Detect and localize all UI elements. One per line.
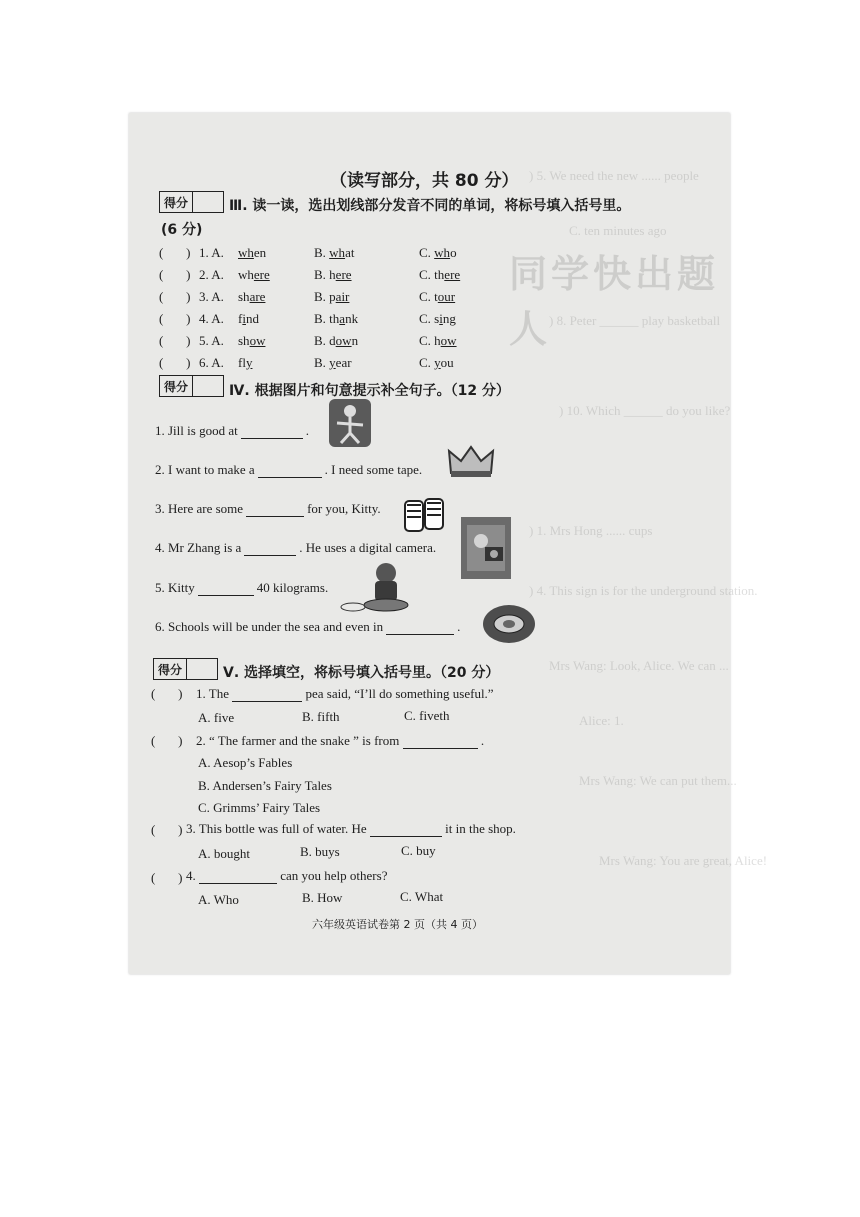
- option-c: C. Grimms’ Fairy Tales: [198, 800, 321, 815]
- question-text: 1. The: [196, 686, 229, 701]
- sentence-text: 1. Jill is good at: [155, 423, 238, 438]
- question-number: 4. A.: [199, 311, 224, 326]
- answer-blank[interactable]: [244, 555, 296, 556]
- answer-blank[interactable]: [241, 438, 303, 439]
- bleed-through-text: ) 1. Mrs Hong ...... cups: [529, 523, 653, 538]
- word-part: f: [238, 311, 243, 326]
- option-c: C. What: [400, 889, 444, 904]
- answer-blank[interactable]: [370, 836, 442, 837]
- word-option: [419, 289, 455, 305]
- option-b: B. buys: [300, 844, 340, 859]
- sentence-6: [155, 619, 460, 635]
- question-text: 4.: [186, 868, 196, 883]
- answer-bracket[interactable]: ( ): [159, 289, 191, 304]
- word-option: [419, 267, 460, 283]
- section-4-heading: Ⅳ. 根据图片和句意提示补全句子。（12 分）: [229, 383, 510, 399]
- gloves-icon: [401, 495, 449, 535]
- answer-bracket[interactable]: ( ): [151, 870, 183, 885]
- crown-icon: [447, 443, 495, 479]
- photographer-icon: [461, 517, 511, 579]
- answer-blank[interactable]: [258, 477, 322, 478]
- option-b: B. Andersen’s Fairy Tales: [198, 778, 332, 793]
- word-option: [419, 355, 454, 371]
- page-title: （读写部分，共 80 分）: [330, 171, 519, 191]
- underlined-part: i: [439, 311, 443, 326]
- answer-bracket[interactable]: ( ): [159, 333, 191, 348]
- underlined-part: ere: [444, 267, 461, 282]
- word-option: [238, 333, 265, 349]
- word-part: wh: [238, 267, 254, 282]
- word-option: [314, 289, 349, 305]
- exam-page: [129, 113, 768, 974]
- word-part: ear: [335, 355, 352, 370]
- underlined-part: ow: [440, 333, 457, 348]
- word-part: sh: [238, 289, 250, 304]
- score-box: [153, 658, 218, 680]
- word-option: [314, 245, 354, 261]
- word-part: B.: [314, 245, 330, 260]
- answer-blank[interactable]: [246, 516, 304, 517]
- underlined-part: are: [249, 289, 266, 304]
- word-part: B.: [314, 355, 330, 370]
- answer-bracket[interactable]: ( ): [159, 245, 191, 260]
- word-option: [419, 245, 457, 261]
- bleed-through-watermark: 同学快出题人: [509, 254, 720, 351]
- bleed-through-text: ) 4. This sign is for the underground station.: [529, 583, 758, 598]
- question-number: 2. A.: [199, 267, 224, 282]
- section-3-heading: Ⅲ. 读一读，选出划线部分发音不同的单词，将标号填入括号里。: [229, 198, 631, 214]
- answer-bracket[interactable]: ( ): [151, 686, 183, 701]
- underlined-part: i: [242, 311, 246, 326]
- answer-bracket[interactable]: ( ): [151, 733, 183, 748]
- underlined-part: y: [434, 355, 441, 370]
- word-option: [314, 333, 358, 349]
- option-c: C. fiveth: [404, 708, 450, 723]
- question-text: can you help others?: [280, 868, 388, 883]
- word-option: [419, 311, 456, 327]
- option-a: A. Aesop’s Fables: [198, 755, 293, 770]
- sentence-text: .: [457, 619, 461, 634]
- page-footer: 六年级英语试卷第 2 页（共 4 页）: [312, 918, 483, 931]
- word-option: [238, 311, 259, 327]
- word-part: en: [253, 245, 267, 260]
- question-5-4: [186, 868, 387, 884]
- word-part: B. h: [314, 267, 336, 282]
- underlined-part: air: [335, 289, 350, 304]
- question-number: 5. A.: [199, 333, 224, 348]
- word-part: n: [351, 333, 359, 348]
- bleed-through-text: Alice: 1.: [579, 713, 624, 728]
- question-5-1: [196, 686, 494, 702]
- sentence-text: . I need some tape.: [324, 462, 423, 477]
- word-part: nk: [345, 311, 359, 326]
- question-text: 2. “ The farmer and the snake ” is from: [196, 733, 400, 748]
- underlined-part: y: [329, 355, 336, 370]
- sentence-text: 5. Kitty: [155, 580, 195, 595]
- score-box: [159, 191, 224, 213]
- option-a: A. Who: [198, 892, 239, 907]
- score-label: 得分: [160, 376, 193, 396]
- bleed-through-text: C. ten minutes ago: [569, 223, 667, 238]
- underlined-part: a: [339, 311, 346, 326]
- bleed-through-text: Mrs Wang: We can put them...: [579, 773, 737, 788]
- question-5-2: [196, 733, 484, 749]
- bleed-through-text: Mrs Wang: You are great, Alice!: [599, 853, 768, 868]
- sentence-text: 4. Mr Zhang is a: [155, 540, 242, 555]
- answer-blank[interactable]: [232, 701, 302, 702]
- word-option: [314, 267, 352, 283]
- sentence-3: [155, 501, 381, 517]
- underlined-part: ow: [335, 333, 352, 348]
- option-a: A. bought: [198, 846, 250, 861]
- option-c: C. buy: [401, 843, 436, 858]
- sentence-2: [155, 462, 422, 478]
- question-text: 3. This bottle was full of water. He: [186, 821, 367, 836]
- word-option: [314, 311, 358, 327]
- sentence-text: for you, Kitty.: [307, 501, 381, 516]
- section-5-heading: Ⅴ. 选择填空，将标号填入括号里。（20 分）: [223, 665, 500, 681]
- section-3-points: (6 分): [161, 222, 203, 238]
- skating-icon: [329, 399, 371, 447]
- sentence-text: 40 kilograms.: [256, 580, 329, 595]
- bleed-through-text: ) 8. Peter ______ play basketball: [549, 313, 721, 328]
- word-part: B. th: [314, 311, 340, 326]
- sentence-4: [155, 540, 436, 556]
- answer-blank[interactable]: [199, 883, 277, 884]
- bleed-through-text: ) 5. We need the new ...... people: [529, 168, 699, 183]
- underlined-part: wh: [238, 245, 254, 260]
- answer-blank[interactable]: [386, 634, 454, 635]
- score-box: [159, 375, 224, 397]
- answer-bracket[interactable]: ( ): [151, 822, 183, 837]
- score-label: 得分: [154, 659, 187, 679]
- word-part: C. th: [419, 267, 445, 282]
- word-part: C. h: [419, 333, 441, 348]
- word-part: o: [450, 245, 457, 260]
- question-number: 1. A.: [199, 245, 224, 260]
- word-part: C.: [419, 355, 435, 370]
- question-text: pea said, “I’ll do something useful.”: [305, 686, 494, 701]
- answer-bracket[interactable]: ( ): [159, 267, 191, 282]
- word-option: [419, 333, 457, 349]
- answer-bracket[interactable]: ( ): [159, 355, 191, 370]
- underlined-part: wh: [434, 245, 451, 260]
- word-part: B. p: [314, 289, 336, 304]
- word-option: [238, 355, 252, 371]
- underlined-part: wh: [329, 245, 346, 260]
- option-a: A. five: [198, 710, 235, 725]
- question-number: 3. A.: [199, 289, 224, 304]
- question-5-3: [186, 821, 516, 837]
- bleed-through-text: ) 10. Which ______ do you like?: [559, 403, 731, 418]
- word-part: C.: [419, 245, 435, 260]
- word-option: [238, 267, 270, 283]
- answer-blank[interactable]: [198, 595, 254, 596]
- option-b: B. fifth: [302, 709, 340, 724]
- question-number: 6. A.: [199, 355, 224, 370]
- sentence-5: [155, 580, 328, 596]
- bleed-through-text: Mrs Wang: Look, Alice. We can ...: [549, 658, 729, 673]
- word-part: C. t: [419, 289, 438, 304]
- word-option: [314, 355, 352, 371]
- sentence-text: 2. I want to make a: [155, 462, 255, 477]
- word-part: at: [345, 245, 355, 260]
- underlined-part: our: [437, 289, 456, 304]
- sentence-text: 6. Schools will be under the sea and even in: [155, 619, 384, 634]
- word-part: B. d: [314, 333, 336, 348]
- answer-bracket[interactable]: ( ): [159, 311, 191, 326]
- answer-blank[interactable]: [403, 748, 478, 749]
- sentence-1: [155, 423, 309, 439]
- question-text: it in the shop.: [445, 821, 516, 836]
- underlined-part: ow: [249, 333, 266, 348]
- score-label: 得分: [160, 192, 193, 212]
- space-icon: [481, 603, 537, 645]
- sentence-text: .: [305, 423, 309, 438]
- sentence-text: . He uses a digital camera.: [299, 540, 437, 555]
- sentence-text: 3. Here are some: [155, 501, 244, 516]
- word-option: [238, 245, 266, 261]
- underlined-part: ere: [253, 267, 270, 282]
- word-part: ng: [442, 311, 456, 326]
- question-text: .: [480, 733, 485, 748]
- word-part: sh: [238, 333, 250, 348]
- underlined-part: y: [245, 355, 253, 370]
- word-option: [238, 289, 265, 305]
- word-part: nd: [245, 311, 259, 326]
- word-part: fl: [238, 355, 246, 370]
- scale-icon: [341, 559, 411, 615]
- underlined-part: ere: [335, 267, 352, 282]
- word-part: C. s: [419, 311, 440, 326]
- word-part: ou: [440, 355, 454, 370]
- option-b: B. How: [302, 890, 343, 905]
